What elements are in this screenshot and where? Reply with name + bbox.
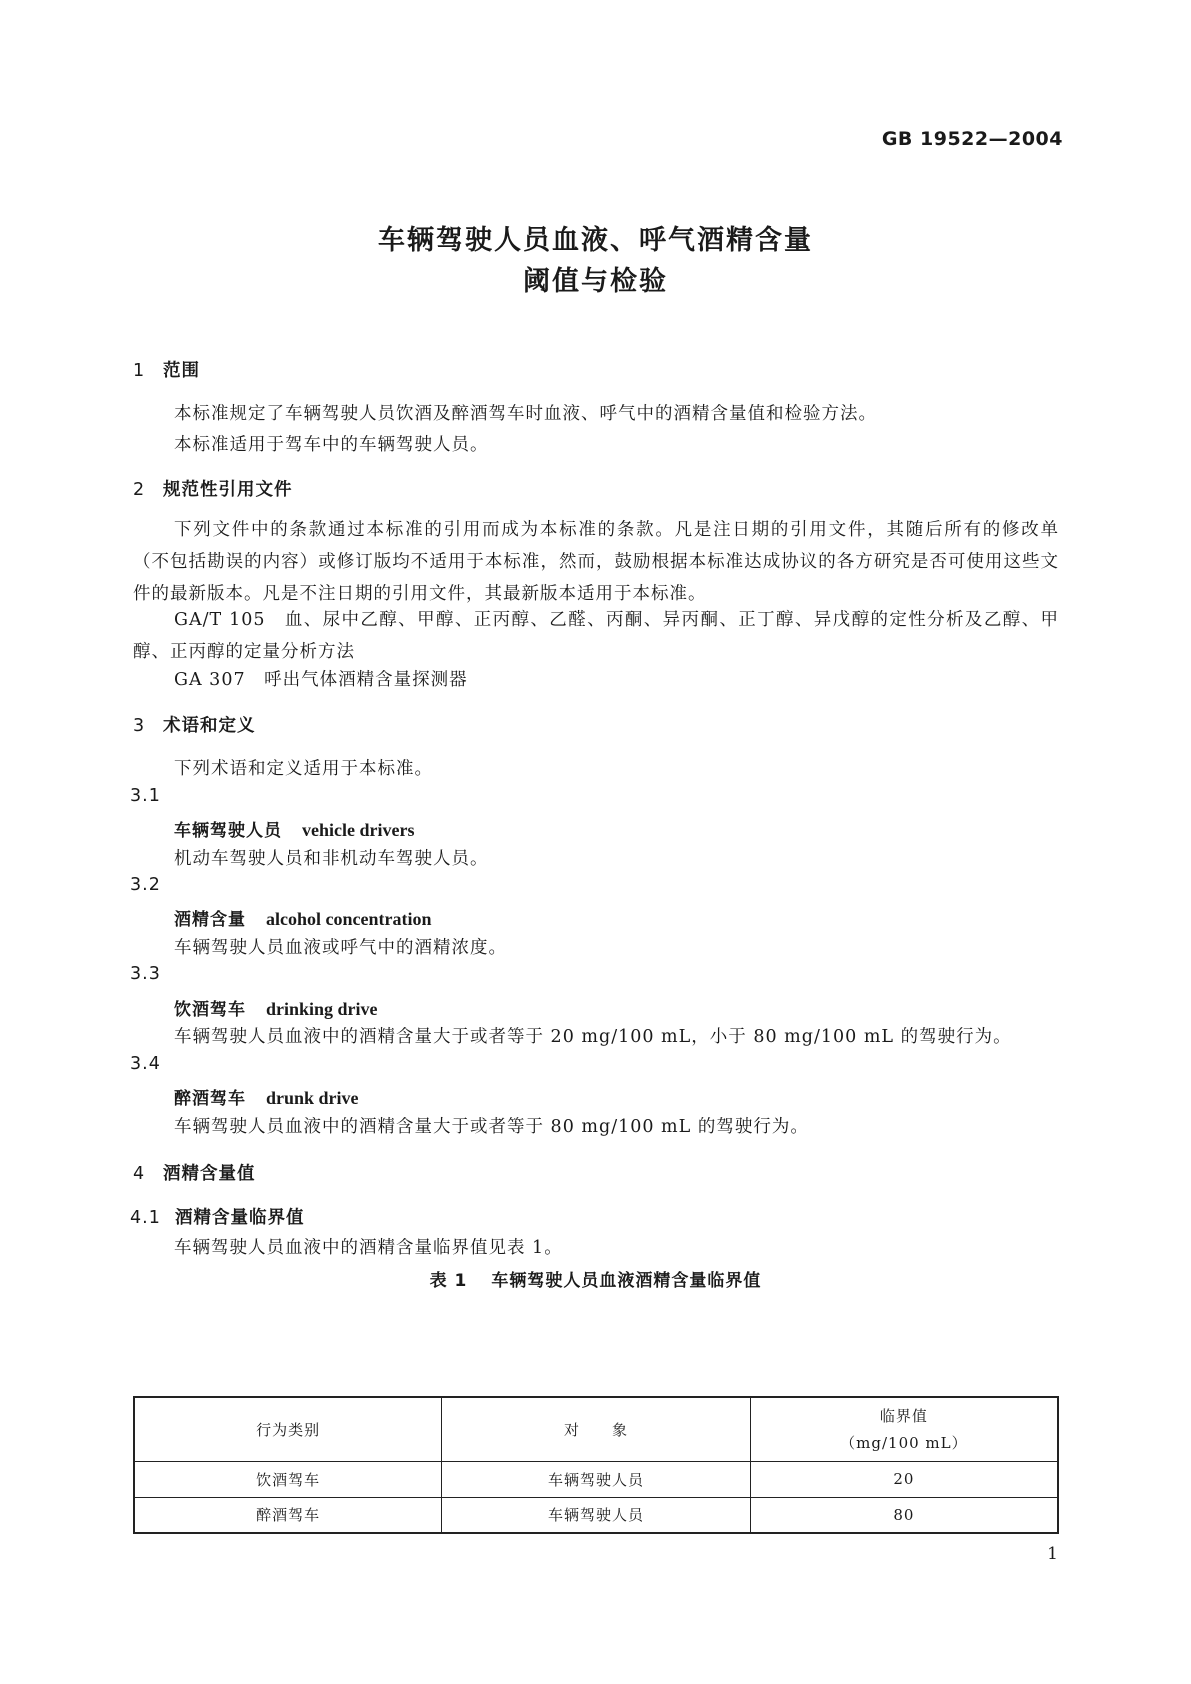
header-category: 行为类别 bbox=[134, 1397, 442, 1461]
term-en: drunk drive bbox=[266, 1088, 359, 1108]
threshold-table bbox=[133, 1396, 1059, 1534]
section-title: 范围 bbox=[163, 361, 200, 381]
term-number: 3.2 bbox=[130, 875, 161, 895]
cell-value: 20 bbox=[750, 1461, 1058, 1497]
term-zh: 车辆驾驶人员 bbox=[174, 821, 282, 841]
section-1-paragraph-1: 本标准规定了车辆驾驶人员饮酒及醉酒驾车时血液、呼气中的酒精含量值和检验方法。 bbox=[174, 404, 877, 424]
term-number: 3.3 bbox=[130, 964, 161, 984]
document-title-line2: 阈值与检验 bbox=[523, 266, 668, 297]
section-title: 酒精含量值 bbox=[163, 1164, 256, 1184]
term-definition: 机动车驾驶人员和非机动车驾驶人员。 bbox=[174, 849, 489, 869]
term-zh: 饮酒驾车 bbox=[174, 1000, 246, 1020]
section-title: 规范性引用文件 bbox=[163, 480, 293, 500]
term-en: alcohol concentration bbox=[266, 909, 432, 929]
document-title-line1: 车辆驾驶人员血液、呼气酒精含量 bbox=[378, 225, 813, 256]
cell-category: 醉酒驾车 bbox=[134, 1497, 442, 1533]
term-number: 3.4 bbox=[130, 1054, 161, 1074]
table-caption bbox=[0, 1266, 1191, 1291]
term-number: 3.1 bbox=[130, 786, 161, 806]
term-heading bbox=[174, 905, 431, 930]
table-header-row bbox=[134, 1397, 1058, 1461]
term-en: drinking drive bbox=[266, 999, 378, 1019]
cell-category: 饮酒驾车 bbox=[134, 1461, 442, 1497]
section-4-heading bbox=[133, 1160, 256, 1185]
table-row bbox=[134, 1497, 1058, 1533]
term-en: vehicle drivers bbox=[302, 820, 415, 840]
header-threshold-label: 临界值 bbox=[879, 1407, 928, 1426]
term-definition: 车辆驾驶人员血液或呼气中的酒精浓度。 bbox=[174, 938, 507, 958]
header-threshold-unit: （mg/100 mL） bbox=[840, 1434, 968, 1453]
section-number: 3 bbox=[133, 716, 146, 736]
subsection-number: 4.1 bbox=[130, 1208, 161, 1228]
term-definition: 车辆驾驶人员血液中的酒精含量大于或者等于 20 mg/100 mL，小于 80 mg/100 mL 的驾驶行为。 bbox=[174, 1027, 1012, 1047]
term-zh: 酒精含量 bbox=[174, 910, 246, 930]
table-label: 表 1 bbox=[429, 1271, 468, 1291]
section-2-heading bbox=[133, 476, 293, 501]
standard-code: GB 19522—2004 bbox=[881, 128, 1063, 150]
section-number: 2 bbox=[133, 480, 146, 500]
table-caption-text: 车辆驾驶人员血液酒精含量临界值 bbox=[491, 1271, 762, 1291]
normative-reference-1: GA/T 105 血、尿中乙醇、甲醇、正丙醇、乙醛、丙酮、异丙酮、正丁醇、异戊醇的定性分析及乙醇、甲醇、正丙醇的定量分析方法 bbox=[133, 610, 1059, 662]
subsection-title: 酒精含量临界值 bbox=[175, 1208, 305, 1228]
page-number: 1 bbox=[1047, 1544, 1058, 1564]
term-heading bbox=[174, 1084, 359, 1109]
section-2-paragraph: 下列文件中的条款通过本标准的引用而成为本标准的条款。凡是注日期的引用文件，其随后所有的修改单（不包括勘误的内容）或修订版均不适用于本标准，然而，鼓励根据本标准达成协议的各方研究是否可使用这些文件的最新版本。凡是不注日期的引用文件，其最新版本适用于本标准。 bbox=[133, 520, 1059, 604]
section-number: 4 bbox=[133, 1164, 146, 1184]
term-heading bbox=[174, 816, 414, 841]
term-zh: 醉酒驾车 bbox=[174, 1089, 246, 1109]
subsection-4-1-heading bbox=[130, 1204, 305, 1229]
table-row bbox=[134, 1461, 1058, 1497]
section-3-intro: 下列术语和定义适用于本标准。 bbox=[174, 759, 433, 779]
section-1-heading bbox=[133, 357, 200, 382]
header-threshold bbox=[750, 1397, 1058, 1461]
cell-value: 80 bbox=[750, 1497, 1058, 1533]
header-target: 对 象 bbox=[442, 1397, 751, 1461]
section-number: 1 bbox=[133, 361, 146, 381]
section-1-paragraph-2: 本标准适用于驾车中的车辆驾驶人员。 bbox=[174, 435, 489, 455]
cell-target: 车辆驾驶人员 bbox=[442, 1461, 751, 1497]
section-4-paragraph: 车辆驾驶人员血液中的酒精含量临界值见表 1。 bbox=[174, 1238, 563, 1258]
normative-reference-2: GA 307 呼出气体酒精含量探测器 bbox=[174, 670, 468, 690]
section-title: 术语和定义 bbox=[163, 716, 256, 736]
cell-target: 车辆驾驶人员 bbox=[442, 1497, 751, 1533]
section-3-heading bbox=[133, 712, 256, 737]
term-definition: 车辆驾驶人员血液中的酒精含量大于或者等于 80 mg/100 mL 的驾驶行为。 bbox=[174, 1117, 809, 1137]
term-heading bbox=[174, 995, 378, 1020]
